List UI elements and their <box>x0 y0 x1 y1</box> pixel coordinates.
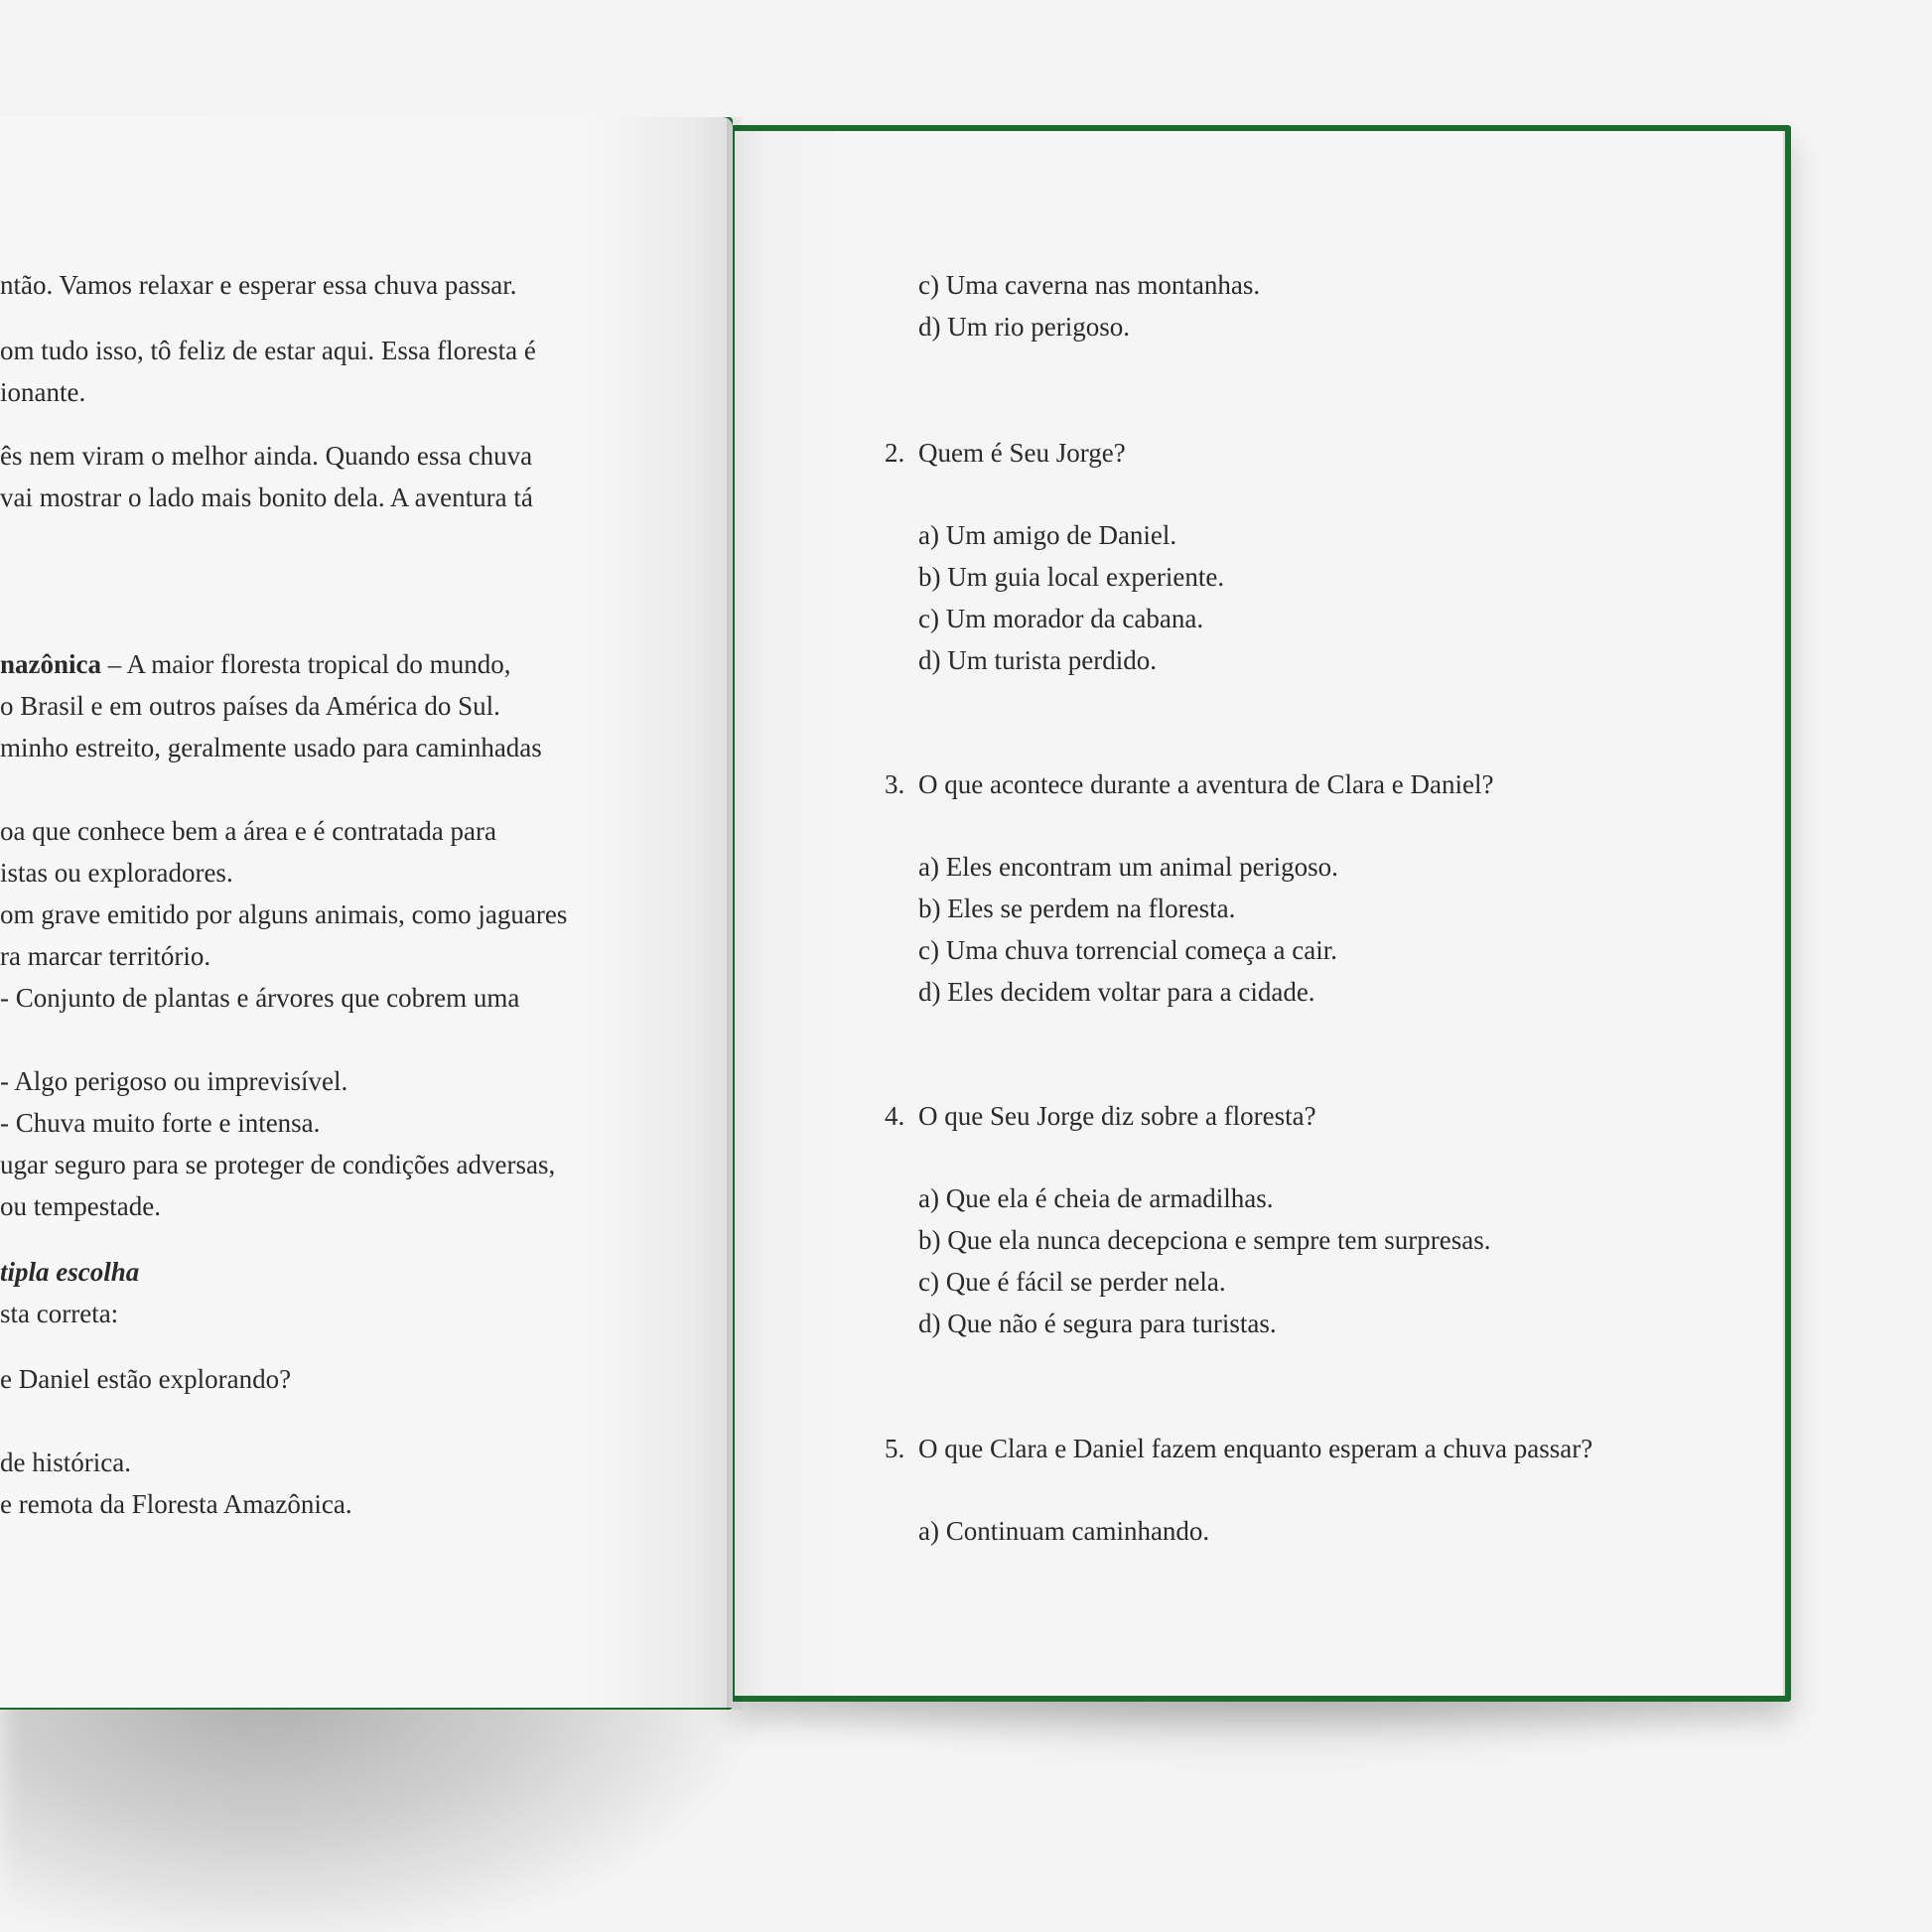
text-line: - Algo perigoso ou imprevisível. <box>0 1066 348 1096</box>
question-number: 3. <box>885 769 905 799</box>
glossary-entry <box>0 643 510 685</box>
option-line: d) Um turista perdido. <box>918 645 1157 675</box>
text-line: - Conjunto de plantas e árvores que cobrem uma <box>0 983 520 1013</box>
text-line: om grave emitido por alguns animais, como jaguares <box>0 899 568 929</box>
text-line: o Brasil e em outros países da América do Sul. <box>0 691 500 721</box>
option-line: b) Eles se perdem na floresta. <box>918 894 1236 923</box>
option-line: a) Um amigo de Daniel. <box>918 520 1177 550</box>
question-number: 5. <box>885 1434 905 1463</box>
text-line: minho estreito, geralmente usado para caminhadas <box>0 733 542 762</box>
option-line: d) Que não é segura para turistas. <box>918 1309 1277 1338</box>
option-line: b) Que ela nunca decepciona e sempre tem surpresas. <box>918 1225 1491 1255</box>
question-3 <box>885 763 1493 805</box>
question-4 <box>885 1095 1316 1137</box>
question-text: O que Clara e Daniel fazem enquanto esperam a chuva passar? <box>918 1434 1593 1463</box>
text-line: - Chuva muito forte e intensa. <box>0 1108 321 1138</box>
text-line: istas ou exploradores. <box>0 858 233 888</box>
text-line: ês nem viram o melhor ainda. Quando essa chuva <box>0 441 533 471</box>
glossary-definition: – A maior floresta tropical do mundo, <box>101 649 511 679</box>
option-line: c) Uma chuva torrencial começa a cair. <box>918 935 1338 965</box>
section-heading: tipla escolha <box>0 1257 140 1287</box>
text-line: sta correta: <box>0 1299 119 1328</box>
text-line: ionante. <box>0 377 86 407</box>
question-5 <box>885 1428 1592 1469</box>
option-line: b) Um guia local experiente. <box>918 562 1225 592</box>
question-text: O que acontece durante a aventura de Clara e Daniel? <box>918 769 1494 799</box>
glossary-term: nazônica <box>0 649 102 679</box>
option-line: a) Eles encontram um animal perigoso. <box>918 852 1338 882</box>
question-2 <box>885 432 1126 474</box>
question-number: 4. <box>885 1101 905 1131</box>
option-line: c) Que é fácil se perder nela. <box>918 1267 1226 1297</box>
text-line: ou tempestade. <box>0 1191 161 1221</box>
text-line: ra marcar território. <box>0 941 211 971</box>
text-line: ugar seguro para se proteger de condições adversas, <box>0 1150 556 1179</box>
option-line: de histórica. <box>0 1448 131 1477</box>
question-text: O que Seu Jorge diz sobre a floresta? <box>918 1101 1316 1131</box>
text-line: oa que conhece bem a área e é contratada para <box>0 816 496 846</box>
option-line: d) Eles decidem voltar para a cidade. <box>918 977 1315 1007</box>
question-text: Quem é Seu Jorge? <box>918 438 1126 468</box>
option-line: e remota da Floresta Amazônica. <box>0 1489 352 1519</box>
left-page <box>0 117 733 1708</box>
right-page <box>735 131 1785 1696</box>
text-line: ntão. Vamos relaxar e esperar essa chuva passar. <box>0 270 517 300</box>
question-number: 2. <box>885 438 905 468</box>
option-line: a) Que ela é cheia de armadilhas. <box>918 1183 1274 1213</box>
text-line: vai mostrar o lado mais bonito dela. A aventura tá <box>0 483 533 512</box>
option-line: a) Continuam caminhando. <box>918 1516 1210 1546</box>
option-line: c) Um morador da cabana. <box>918 604 1204 633</box>
option-line: d) Um rio perigoso. <box>918 312 1130 342</box>
text-line: om tudo isso, tô feliz de estar aqui. Essa floresta é <box>0 336 536 365</box>
question-line: e Daniel estão explorando? <box>0 1364 292 1394</box>
option-line: c) Uma caverna nas montanhas. <box>918 270 1261 300</box>
